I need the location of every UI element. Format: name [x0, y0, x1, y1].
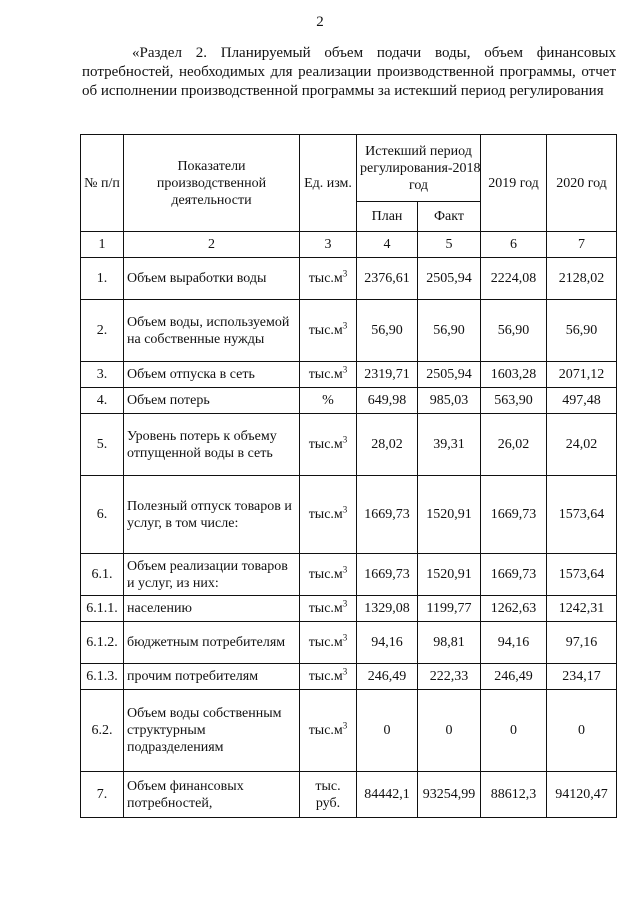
row-2019-value: 1669,73 [481, 476, 547, 554]
unit-exponent: 3 [342, 598, 348, 609]
row-unit [300, 664, 357, 690]
unit-label: % [322, 393, 334, 408]
row-2019-value: 563,90 [481, 388, 547, 414]
unit-exponent: 3 [342, 666, 348, 677]
unit-label: тыс.м [308, 723, 343, 738]
unit-exponent: 3 [342, 504, 348, 515]
unit-label: тыс.м [308, 323, 343, 338]
row-fact-value: 93254,99 [418, 772, 481, 818]
table-row [81, 362, 617, 388]
table-row [81, 622, 617, 664]
row-number: 6.1.1. [81, 596, 124, 622]
row-plan-value: 56,90 [357, 300, 418, 362]
row-2020-value: 1573,64 [547, 476, 617, 554]
row-indicator: Объем реализации товаров и услуг, из них: [124, 554, 300, 596]
row-unit [300, 554, 357, 596]
row-number: 6.1.3. [81, 664, 124, 690]
table-row [81, 476, 617, 554]
row-number: 3. [81, 362, 124, 388]
row-2019-value: 1603,28 [481, 362, 547, 388]
row-unit [300, 300, 357, 362]
table-row [81, 388, 617, 414]
row-number: 6.2. [81, 690, 124, 772]
row-fact-value: 1520,91 [418, 554, 481, 596]
header-unit: Ед. изм. [300, 135, 357, 232]
header-num: № п/п [81, 135, 124, 232]
row-indicator: Объем воды собственным структурным подразделениям [124, 690, 300, 772]
row-2019-value: 0 [481, 690, 547, 772]
row-unit [300, 772, 357, 818]
row-fact-value: 1199,77 [418, 596, 481, 622]
row-unit [300, 622, 357, 664]
row-indicator: Объем финансовых потребностей, [124, 772, 300, 818]
row-2019-value: 1669,73 [481, 554, 547, 596]
unit-exponent: 3 [342, 434, 348, 445]
row-unit [300, 362, 357, 388]
row-2019-value: 94,16 [481, 622, 547, 664]
row-2019-value: 2224,08 [481, 258, 547, 300]
row-unit [300, 476, 357, 554]
unit-exponent: 3 [342, 564, 348, 575]
unit-label: тыс.м [308, 669, 343, 684]
section-heading: «Раздел 2. Планируемый объем подачи воды, объем финансовых потребностей, необходимых для реализации производственной программы, отчет об исполнении производственной программы за истекший период регулирования [82, 45, 616, 99]
row-plan-value: 1329,08 [357, 596, 418, 622]
row-2020-value: 94120,47 [547, 772, 617, 818]
row-fact-value: 222,33 [418, 664, 481, 690]
row-unit [300, 388, 357, 414]
row-plan-value: 246,49 [357, 664, 418, 690]
header-plan: План [357, 202, 418, 232]
header-indicator: Показатели производственной деятельности [124, 135, 300, 232]
row-indicator: Объем воды, используемой на собственные нужды [124, 300, 300, 362]
row-plan-value: 84442,1 [357, 772, 418, 818]
unit-label: тыс. руб. [315, 778, 341, 811]
row-2020-value: 97,16 [547, 622, 617, 664]
row-2019-value: 1262,63 [481, 596, 547, 622]
row-fact-value: 1520,91 [418, 476, 481, 554]
row-number: 6.1. [81, 554, 124, 596]
row-indicator: Объем выработки воды [124, 258, 300, 300]
row-indicator: прочим потребителям [124, 664, 300, 690]
row-plan-value: 0 [357, 690, 418, 772]
row-2019-value: 246,49 [481, 664, 547, 690]
row-fact-value: 0 [418, 690, 481, 772]
row-fact-value: 2505,94 [418, 362, 481, 388]
row-number: 7. [81, 772, 124, 818]
row-2019-value: 26,02 [481, 414, 547, 476]
row-fact-value: 56,90 [418, 300, 481, 362]
row-indicator: Объем отпуска в сеть [124, 362, 300, 388]
unit-label: тыс.м [308, 437, 343, 452]
header-2019: 2019 год [481, 135, 547, 232]
row-2019-value: 88612,3 [481, 772, 547, 818]
col-number: 7 [547, 232, 617, 258]
row-fact-value: 2505,94 [418, 258, 481, 300]
col-number: 5 [418, 232, 481, 258]
col-number: 2 [124, 232, 300, 258]
unit-label: тыс.м [308, 271, 343, 286]
row-plan-value: 649,98 [357, 388, 418, 414]
unit-label: тыс.м [308, 367, 343, 382]
row-fact-value: 98,81 [418, 622, 481, 664]
row-2020-value: 24,02 [547, 414, 617, 476]
row-indicator: Объем потерь [124, 388, 300, 414]
unit-label: тыс.м [308, 567, 343, 582]
header-2020: 2020 год [547, 135, 617, 232]
row-fact-value: 39,31 [418, 414, 481, 476]
unit-label: тыс.м [308, 507, 343, 522]
unit-exponent: 3 [342, 632, 348, 643]
unit-label: тыс.м [308, 635, 343, 650]
table-row [81, 596, 617, 622]
row-2020-value: 2128,02 [547, 258, 617, 300]
table-row [81, 258, 617, 300]
col-number: 3 [300, 232, 357, 258]
row-indicator: Уровень потерь к объему отпущенной воды в сеть [124, 414, 300, 476]
col-number: 1 [81, 232, 124, 258]
row-indicator: Полезный отпуск товаров и услуг, в том числе: [124, 476, 300, 554]
page-number: 2 [316, 14, 324, 30]
row-2019-value: 56,90 [481, 300, 547, 362]
row-plan-value: 28,02 [357, 414, 418, 476]
row-indicator: населению [124, 596, 300, 622]
row-indicator: бюджетным потребителям [124, 622, 300, 664]
row-2020-value: 2071,12 [547, 362, 617, 388]
row-unit [300, 690, 357, 772]
table-row [81, 690, 617, 772]
water-supply-table [80, 134, 617, 818]
row-number: 5. [81, 414, 124, 476]
row-unit [300, 596, 357, 622]
row-number: 2. [81, 300, 124, 362]
row-2020-value: 0 [547, 690, 617, 772]
row-plan-value: 2319,71 [357, 362, 418, 388]
row-unit [300, 414, 357, 476]
unit-exponent: 3 [342, 320, 348, 331]
header-period: Истекший период регулирования-2018 год [357, 135, 481, 202]
row-plan-value: 1669,73 [357, 554, 418, 596]
row-2020-value: 497,48 [547, 388, 617, 414]
unit-exponent: 3 [342, 364, 348, 375]
row-2020-value: 234,17 [547, 664, 617, 690]
row-plan-value: 94,16 [357, 622, 418, 664]
row-number: 6.1.2. [81, 622, 124, 664]
row-plan-value: 2376,61 [357, 258, 418, 300]
table-row [81, 772, 617, 818]
table-row [81, 300, 617, 362]
row-unit [300, 258, 357, 300]
row-fact-value: 985,03 [418, 388, 481, 414]
row-number: 4. [81, 388, 124, 414]
header-fact: Факт [418, 202, 481, 232]
unit-exponent: 3 [342, 720, 348, 731]
unit-label: тыс.м [308, 601, 343, 616]
row-2020-value: 56,90 [547, 300, 617, 362]
col-number: 6 [481, 232, 547, 258]
row-number: 6. [81, 476, 124, 554]
row-number: 1. [81, 258, 124, 300]
table-row [81, 554, 617, 596]
table-row [81, 664, 617, 690]
row-2020-value: 1242,31 [547, 596, 617, 622]
table-body [81, 258, 617, 818]
row-2020-value: 1573,64 [547, 554, 617, 596]
col-number: 4 [357, 232, 418, 258]
unit-exponent: 3 [342, 268, 348, 279]
row-plan-value: 1669,73 [357, 476, 418, 554]
table-row [81, 414, 617, 476]
